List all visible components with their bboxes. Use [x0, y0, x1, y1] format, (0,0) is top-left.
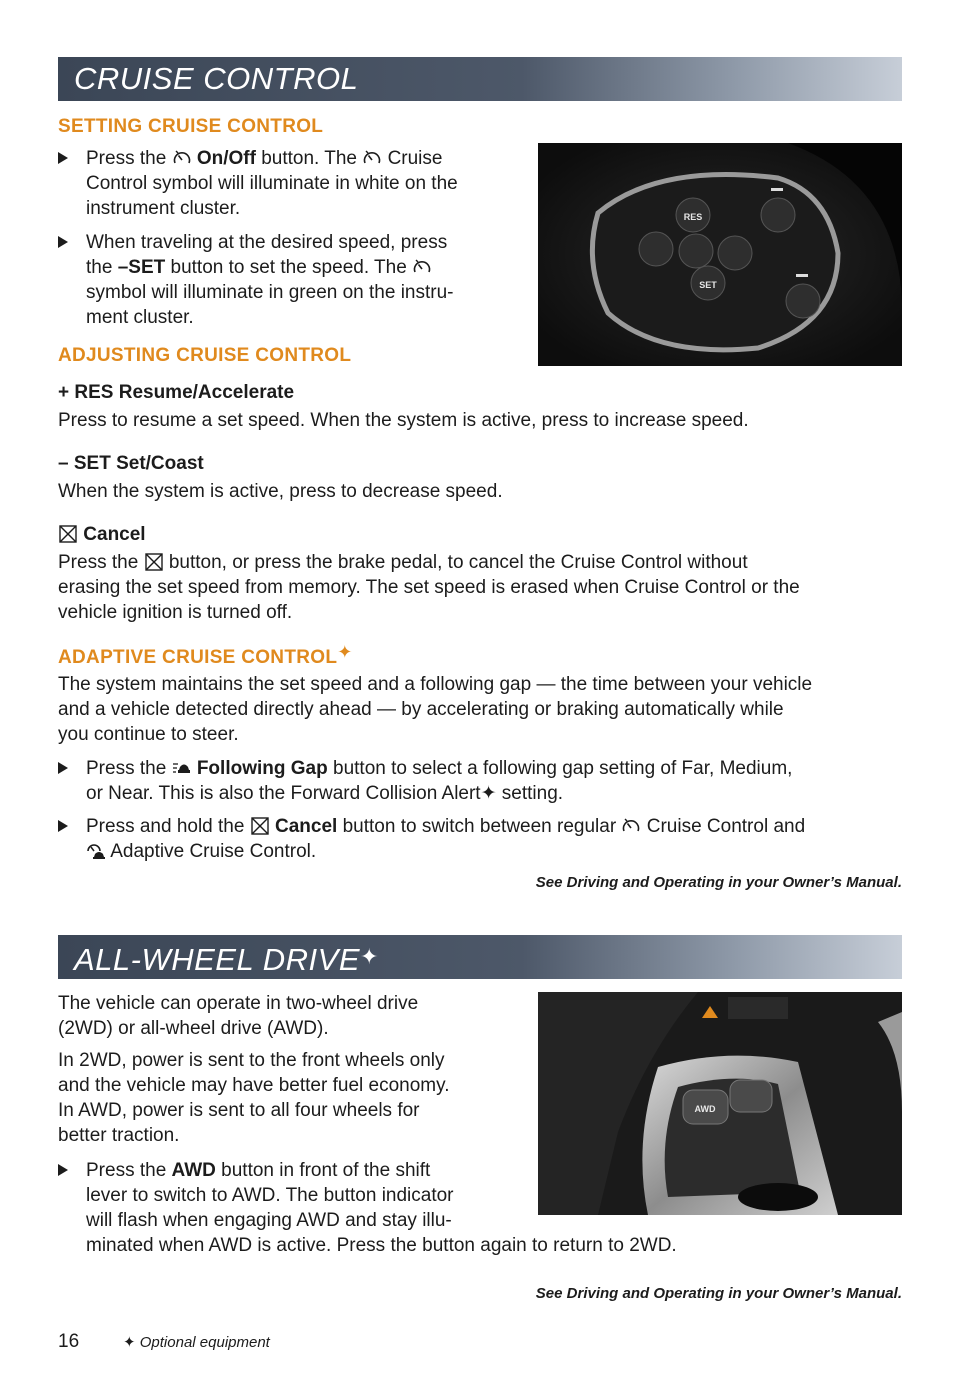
- cruise-speedometer-icon: [172, 149, 192, 167]
- awd-manual-reference: See Driving and Operating in your Owner’s Manual.: [535, 1285, 902, 1302]
- adjusting-cruise-heading: ADJUSTING CRUISE CONTROL: [58, 345, 352, 366]
- optional-star-icon: ✦: [480, 783, 497, 804]
- set-heading: – SET Set/Coast: [58, 453, 204, 474]
- res-heading: + RES Resume/Accelerate: [58, 382, 295, 403]
- optional-star-icon: ✦: [123, 1334, 136, 1351]
- awd-title: ALL-WHEEL DRIVE: [74, 942, 361, 977]
- cruise-speedometer-icon: [621, 817, 641, 835]
- page-number: 16: [58, 1331, 80, 1352]
- bullet-arrow-icon: [58, 820, 68, 832]
- photo-awd-label: AWD: [694, 1104, 716, 1114]
- steering-wheel-controls-photo: [538, 143, 902, 366]
- cruise-manual-reference: See Driving and Operating in your Owner’s Manual.: [535, 874, 902, 891]
- cancel-heading: Cancel: [58, 524, 146, 546]
- adaptive-cruise-heading: ADAPTIVE CRUISE CONTROL✦: [58, 642, 353, 668]
- adaptive-cruise-icon: [86, 842, 106, 860]
- cruise-control-title: CRUISE CONTROL: [74, 61, 359, 96]
- cruise-control-banner: [58, 57, 902, 101]
- bullet-arrow-icon: [58, 762, 68, 774]
- set-text: When the system is active, press to decrease speed.: [58, 481, 503, 502]
- setting-cruise-heading: SETTING CRUISE CONTROL: [58, 116, 324, 137]
- optional-star-icon: ✦: [360, 944, 379, 969]
- awd-description-text: In 2WD, power is sent to the front wheels only and the vehicle may have better fuel economy. In AWD, power is sent to all four wheels for better traction.: [58, 1050, 450, 1146]
- cancel-icon: [58, 525, 78, 543]
- adaptive-text: The system maintains the set speed and a following gap — the time between your vehicle and a vehicle detected directly ahead — by accelerating or braking automatically while you continue to steer.: [58, 674, 813, 745]
- cruise-speedometer-icon: [412, 258, 432, 276]
- cruise-speedometer-icon: [362, 149, 382, 167]
- bullet-arrow-icon: [58, 1164, 68, 1176]
- awd-button-photo: [538, 992, 902, 1215]
- awd-intro-text: The vehicle can operate in two-wheel drive (2WD) or all-wheel drive (AWD).: [58, 993, 419, 1039]
- optional-star-icon: ✦: [337, 642, 353, 662]
- cancel-icon: [144, 553, 164, 571]
- optional-equipment-note: ✦ Optional equipment: [123, 1334, 270, 1351]
- res-text: Press to resume a set speed. When the system is active, press to increase speed.: [58, 410, 749, 431]
- bullet-arrow-icon: [58, 152, 68, 164]
- cancel-icon: [250, 817, 270, 835]
- cancel-text: Press the button, or press the brake pedal, to cancel the Cruise Control without erasing the set speed from memory. The set speed is erased when Cruise Control or the vehicle ignition is turned off.: [58, 552, 800, 623]
- following-gap-icon: [172, 759, 192, 777]
- awd-banner: [58, 935, 902, 979]
- bullet-arrow-icon: [58, 236, 68, 248]
- photo-set-label: SET: [699, 280, 717, 290]
- photo-res-label: RES: [683, 212, 703, 222]
